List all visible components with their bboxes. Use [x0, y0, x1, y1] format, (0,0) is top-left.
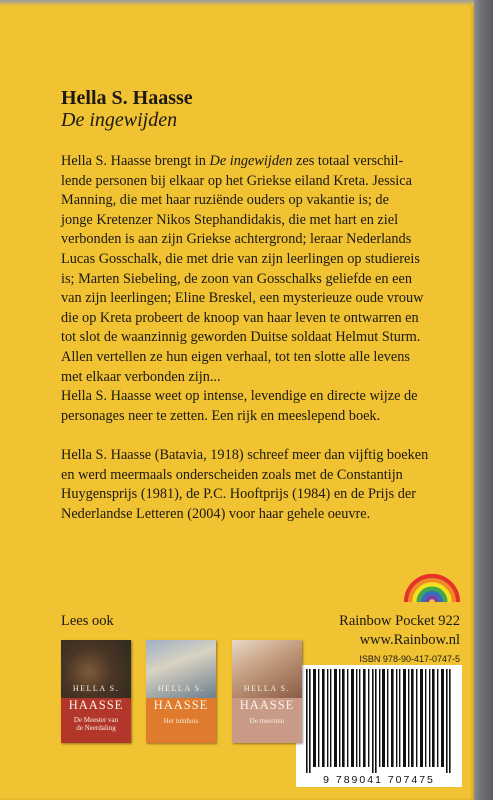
- rainbow-logo-icon: [402, 556, 462, 604]
- bio-line: Huygensprijs (1981), de P.C. Hooftprijs (1984) en de Prijs der: [61, 486, 416, 503]
- blurb-line-1-end: zes totaal verschil-: [292, 153, 404, 169]
- book-thumbnail-meester[interactable]: [61, 640, 131, 743]
- book-title-line: De meermin: [249, 717, 285, 725]
- website-link[interactable]: www.Rainbow.nl: [359, 632, 460, 648]
- book-author: HELLA S.: [243, 684, 291, 693]
- book-author-surname: HAASSE: [68, 698, 124, 712]
- blurb-line: Allen vertellen ze hun eigen verhaal, tot ten slotte alle levens: [61, 348, 410, 365]
- blurb-line: verbonden is aan zijn Griekse achtergrond; leraar Nederlands: [61, 231, 412, 248]
- lees-ook-label: Lees ook: [61, 613, 114, 629]
- bio-paragraph: [61, 446, 461, 524]
- blurb-paragraph: [61, 152, 461, 426]
- book-thumbnail-tuinhuis[interactable]: [146, 640, 216, 743]
- book-author: HELLA S.: [157, 684, 205, 693]
- book-title: De ingewijden: [61, 109, 178, 131]
- blurb-line: lende personen bij elkaar op het Griekse eiland Kreta. Jessica: [61, 172, 412, 189]
- book-title-line: de Neerdaling: [76, 724, 116, 732]
- barcode-bars-icon: [296, 665, 462, 773]
- blurb-text: [61, 152, 461, 524]
- cover-top-edge: [0, 0, 474, 6]
- book-spine-edge: [474, 0, 493, 800]
- book-author: HELLA S.: [72, 684, 120, 693]
- book-title-line: Het tuinhuis: [163, 717, 199, 725]
- series-label: Rainbow Pocket 922: [339, 613, 460, 629]
- bio-line: en werd meermaals onderscheiden zoals met de Constantijn: [61, 466, 403, 483]
- blurb-line-1-start: Hella S. Haasse brengt in: [61, 153, 210, 169]
- blurb-line: jonge Kretenzer Nikos Stephandidakis, die met hart en ziel: [61, 211, 399, 228]
- book-author-surname: HAASSE: [153, 698, 209, 712]
- blurb-line: is; Marten Siebeling, de zoon van Gosschalks geliefde en een: [61, 270, 412, 287]
- bio-line: Hella S. Haasse (Batavia, 1918) schreef meer dan vijftig boeken: [61, 446, 429, 463]
- blurb-line: Manning, die met haar ruziënde ouders op vakantie is; de: [61, 192, 389, 209]
- blurb-line: van zijn leerlingen; Eline Breskel, een mysterieuze oude vrouw: [61, 290, 424, 307]
- barcode: [296, 665, 462, 773]
- blurb-line: tot slot de waanzinnig geworden Duitse soldaat Helmut Sturm.: [61, 329, 421, 346]
- book-author-surname: HAASSE: [239, 698, 295, 712]
- isbn-text: ISBN 978-90-417-0747-5: [359, 654, 460, 664]
- author-name: Hella S. Haasse: [61, 87, 193, 109]
- blurb-line: Hella S. Haasse weet op intense, levendige en directe wijze de: [61, 388, 418, 405]
- blurb-line: personages neer te zetten. Een rijk en meeslepend boek.: [61, 407, 381, 424]
- barcode-digits: 9 789041 707475: [296, 773, 462, 787]
- blurb-title-italic: De ingewijden: [209, 153, 293, 169]
- book-title-line: De Meester van: [73, 716, 119, 724]
- blurb-line: met elkaar verbonden zijn...: [61, 368, 221, 385]
- bio-line: Nederlandse Letteren (2004) voor haar gehele oeuvre.: [61, 505, 371, 522]
- blurb-line-1: [61, 152, 461, 172]
- blurb-line: die op Kreta probeert de knoop van haar leven te ontwarren en: [61, 309, 419, 326]
- blurb-line: Lucas Gosschalk, die met drie van zijn leerlingen op studiereis: [61, 250, 420, 267]
- book-thumbnail-meermin[interactable]: [232, 640, 302, 743]
